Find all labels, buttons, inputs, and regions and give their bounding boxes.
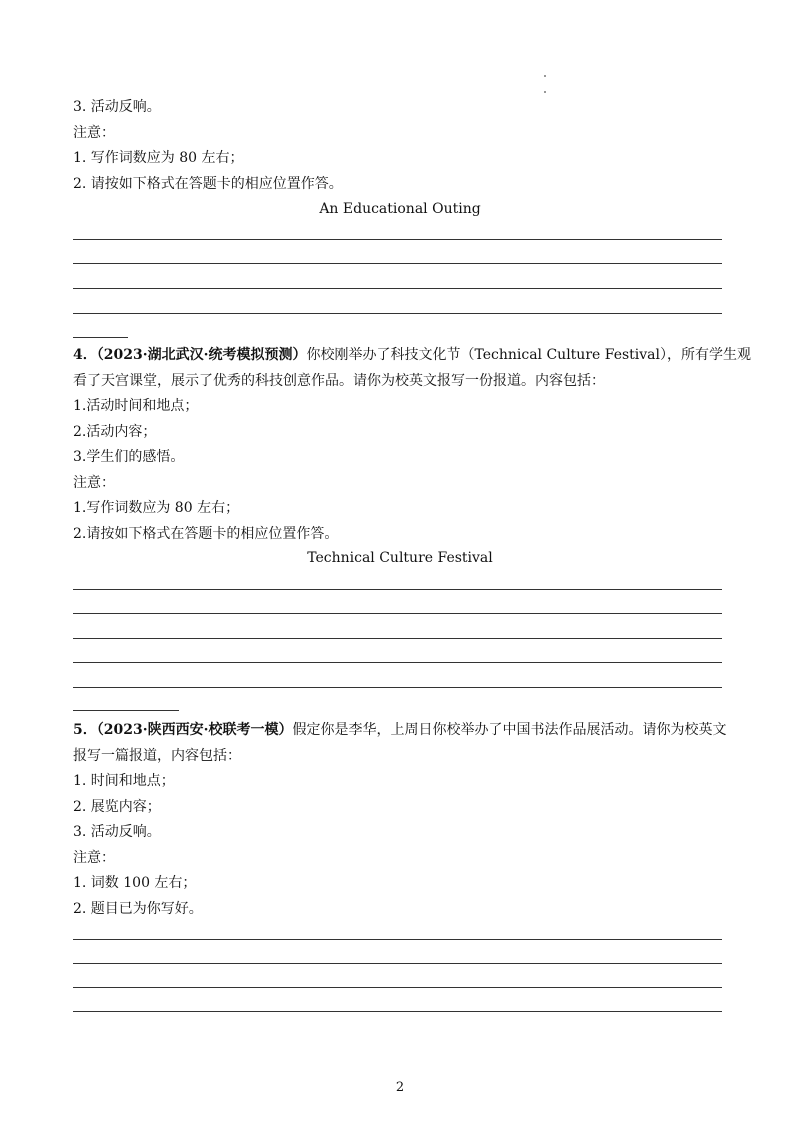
note-item: 2. 题目已为你写好。 <box>73 901 203 917</box>
list-item: 2.活动内容； <box>73 424 157 440</box>
answer-line <box>73 963 722 964</box>
prompt-text: 报写一篇报道，内容包括： <box>73 748 241 764</box>
prompt-text: 假定你是李华，上周日你校举办了中国书法作品展活动。请你为校英文 <box>292 722 727 738</box>
note-label: 注意： <box>73 125 115 141</box>
question-number: 4． <box>73 347 97 363</box>
prompt-text: 看了天宫课堂，展示了优秀的科技创意作品。请你为校英文报写一份报道。内容包括： <box>73 373 605 389</box>
note-item: 1. 词数 100 左右； <box>73 875 197 891</box>
list-item: 3.学生们的感悟。 <box>73 449 185 465</box>
answer-line <box>73 613 722 614</box>
answer-line-short <box>73 337 128 338</box>
question-number: 5． <box>73 722 97 738</box>
question-source: （2023·湖北武汉·统考模拟预测） <box>96 347 307 363</box>
note-item: 1.写作词数应为 80 左右； <box>73 500 240 516</box>
prompt-text: 你校刚举办了科技文化节（Technical Culture Festival），所有学生观 <box>306 347 752 363</box>
answer-line <box>73 263 722 264</box>
question-4-prompt <box>73 345 751 365</box>
note-label: 注意： <box>73 850 115 866</box>
essay-title: Technical Culture Festival <box>307 550 493 566</box>
answer-line <box>73 589 722 590</box>
answer-line <box>73 662 722 663</box>
list-item: 2. 展览内容； <box>73 799 161 815</box>
scan-mark <box>544 91 546 93</box>
list-item: 3. 活动反响。 <box>73 99 161 115</box>
essay-title: An Educational Outing <box>319 201 481 217</box>
answer-line-short <box>73 710 179 711</box>
list-item: 1.活动时间和地点； <box>73 398 199 414</box>
answer-line <box>73 313 722 314</box>
answer-line <box>73 987 722 988</box>
scan-mark <box>544 75 546 77</box>
note-item: 2.请按如下格式在答题卡的相应位置作答。 <box>73 526 339 542</box>
question-5-prompt <box>73 720 726 740</box>
list-item: 3. 活动反响。 <box>73 824 161 840</box>
note-label: 注意： <box>73 475 115 491</box>
answer-line <box>73 1011 722 1012</box>
answer-line <box>73 939 722 940</box>
answer-line <box>73 239 722 240</box>
note-item: 2. 请按如下格式在答题卡的相应位置作答。 <box>73 176 343 192</box>
answer-line <box>73 638 722 639</box>
note-item: 1. 写作词数应为 80 左右； <box>73 150 244 166</box>
page-number: 2 <box>395 1080 405 1095</box>
answer-line <box>73 288 722 289</box>
list-item: 1. 时间和地点； <box>73 773 175 789</box>
question-source: （2023·陕西西安·校联考一模） <box>96 722 293 738</box>
answer-line <box>73 687 722 688</box>
